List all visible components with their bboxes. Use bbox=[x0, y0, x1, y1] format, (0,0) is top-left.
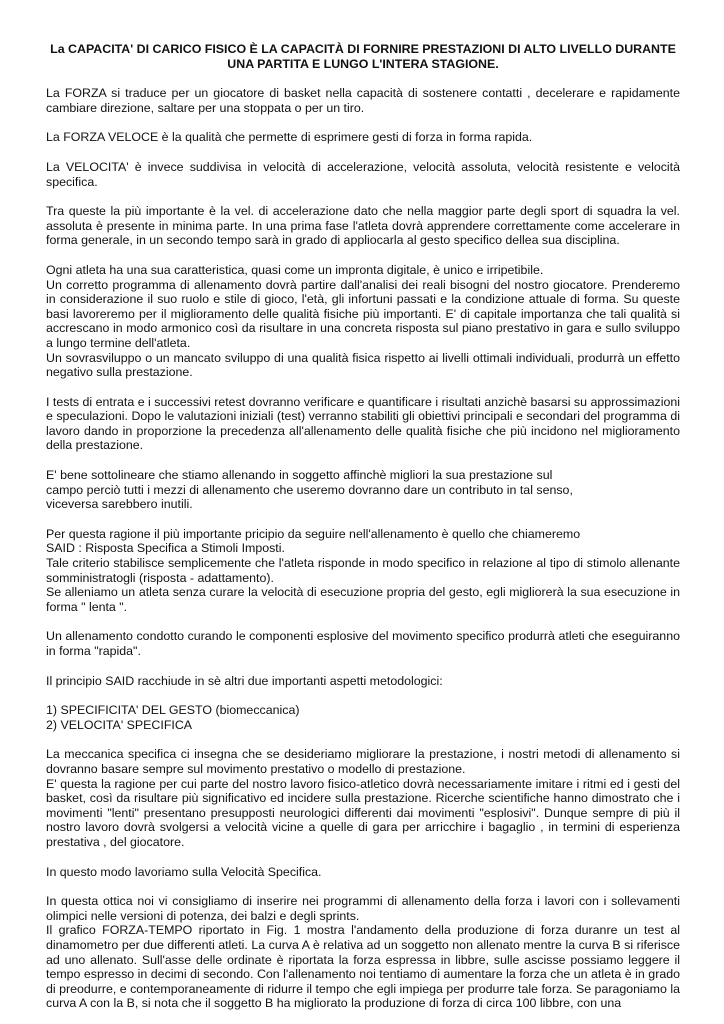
paragraph-forza: La FORZA si traduce per un giocatore di basket nella capacità di sostenere contatti , decelerare e rapidamente cambiare direzione, saltare per una stoppata o per un tiro. bbox=[46, 86, 680, 115]
paragraph-forza-veloce: La FORZA VELOCE è la qualità che permette di esprimere gesti di forza in forma rapida. bbox=[46, 130, 533, 145]
paragraph-tra-queste: Tra queste la più importante è la vel. di accelerazione dato che nella maggior parte degli sport di squadra la vel. assoluta è presente in minima parte. In una prima fase l'atleta dovrà apprendere correttamente come accelerare in forma generale, in un secondo tempo sarà in grado di appliocarla al gesto specifico dellea sua disciplina. bbox=[46, 204, 680, 248]
paragraph-velocita: La VELOCITA' è invece suddivisa in velocità di accelerazione, velocità assoluta, velocità resistente e velocità specifica. bbox=[46, 159, 680, 189]
said-line-1: Per questa ragione il più importante pricipio da seguire nell'allenamento è quello che chiameremo bbox=[46, 526, 581, 541]
document-title bbox=[46, 42, 680, 71]
bene-line-1: E' bene sottolineare che stiamo allenando in soggetto affinchè migliori la sua prestazione sul bbox=[46, 468, 553, 483]
ogni-atleta-line-2: Un corretto programma di allenamento dovrà partire dall'analisi dei reali bisogni del nostro giocatore. Prenderemo in considerazione il suo ruolo e stile di gioco, l'età, gli infortuni passati e la condizione attuale di forma. Su queste basi lavoreremo per il miglioramento delle qualità fisiche più importanti. E' di capitale importanza che tali qualità si accrescano in modo armonico così da risultare in una concreta risposta sul piano prestativo in gara e sullo sviluppo a lungo termine dell'atleta. bbox=[46, 277, 680, 350]
methodology-list bbox=[46, 703, 680, 732]
paragraph-ottica bbox=[46, 894, 680, 1011]
said-line-4: Se alleniamo un atleta senza curare la velocità di esecuzione propria del gesto, egli migliorerà la sua esecuzione in forma " lenta ". bbox=[46, 585, 680, 614]
paragraph-bene-sottolineare bbox=[46, 468, 680, 512]
list-item: 1) SPECIFICITA' DEL GESTO (biomeccanica) bbox=[46, 703, 300, 718]
title-line-2: UNA PARTITA E LUNGO L'INTERA STAGIONE. bbox=[227, 56, 499, 71]
bene-line-3: viceversa sarebbero inutili. bbox=[46, 497, 193, 512]
ottica-line-1: In questa ottica noi vi consigliamo di inserire nei programmi di allenamento della forza i lavori con i sollevamenti olimpici nelle versioni di potenza, dei balzi e degli sprints. bbox=[46, 894, 680, 923]
paragraph-said bbox=[46, 527, 680, 615]
bene-line-2: campo perciò tutti i mezzi di allenamento che useremo dovranno dare un contributo in tal senso, bbox=[46, 482, 573, 497]
ottica-line-2: Il grafico FORZA-TEMPO riportato in Fig. 1 mostra l'andamento della produzione di forza duranre un test al dinamometro per due differenti atleti. La curva A è relativa ad un soggetto non allenato mentre la curva B si riferisce ad uno allenato. Sull'asse delle ordinate è riportata la forza espressa in libbre, sulle ascisse possiamo leggere il tempo espresso in decimi di secondo. Con l'allenamento noi tentiamo di aumentare la forza che un atleta è in grado di preodurre, e contemporaneamente di ridurre il tempo che egli impiega per produrre tale forza. Se paragoniamo la curva A con la B, si nota che il soggetto B ha migliorato la produzione di forza di circa 100 libbre, con una bbox=[46, 923, 680, 1011]
said-line-3: Tale criterio stabilisce semplicemente che l'atleta risponde in modo specifico in relazione al tipo di stimolo allenante somministratogli (risposta - adattamento). bbox=[46, 556, 680, 585]
title-line-1: La CAPACITA' DI CARICO FISICO È LA CAPACITÀ DI FORNIRE PRESTAZIONI DI ALTO LIVELLO DURANTE bbox=[50, 42, 676, 56]
meccanica-line-2: E' questa la ragione per cui parte del nostro lavoro fisico-atletico dovrà necessariamente imitare i ritmi ed i gesti del basket, così da risultare più significativo ed incidere sulla prestazione. Ricerche scientifiche hanno dimostrato che i movimenti "lenti" presentano presupposti neurologici differenti dai movimenti "esplosivi". Dunque sempre di più il nostro lavoro dovrà svolgersi a velocità vicine a quelle di gara per arricchire i bagaglio , in termini di esperienza prestativa , del giocatore. bbox=[46, 776, 680, 849]
ogni-atleta-line-3: Un sovrasviluppo o un mancato sviluppo di una qualità fisica rispetto ai livelli ottimali individuali, produrrà un effetto negativo sulla prestazione. bbox=[46, 350, 680, 380]
paragraph-esplosive: Un allenamento condotto curando le componenti esplosive del movimento specifico produrrà atleti che eseguiranno in forma "rapida". bbox=[46, 629, 680, 658]
list-item: 2) VELOCITA' SPECIFICA bbox=[46, 717, 193, 732]
ogni-atleta-line-1: Ogni atleta ha una sua caratteristica, quasi come un impronta digitale, è unico e irripetibile. bbox=[46, 262, 544, 277]
paragraph-velocita-specifica: In questo modo lavoriamo sulla Velocità Specifica. bbox=[46, 864, 322, 879]
paragraph-tests: I tests di entrata e i successivi retest dovranno verificare e quantificare i risultati anzichè basarsi su approssimazioni e speculazioni. Dopo le valutazioni iniziali (test) verranno stabiliti gli obiettivi principali e secondari del programma di lavoro dando in proporzione la precedenza all'allenamento delle qualità fisiche che più incidono nel miglioramento della prestazione. bbox=[46, 394, 680, 453]
meccanica-line-1: La meccanica specifica ci insegna che se desideriamo migliorare la prestazione, i nostri metodi di allenamento si dovranno basare sempre sul movimento prestativo o modello di prestazione. bbox=[46, 747, 680, 776]
paragraph-principio-said: Il principio SAID racchiude in sè altri due importanti aspetti metodologici: bbox=[46, 673, 443, 688]
paragraph-ogni-atleta bbox=[46, 263, 680, 380]
said-line-2: SAID : Risposta Specifica a Stimoli Imposti. bbox=[46, 541, 285, 556]
paragraph-meccanica bbox=[46, 747, 680, 849]
